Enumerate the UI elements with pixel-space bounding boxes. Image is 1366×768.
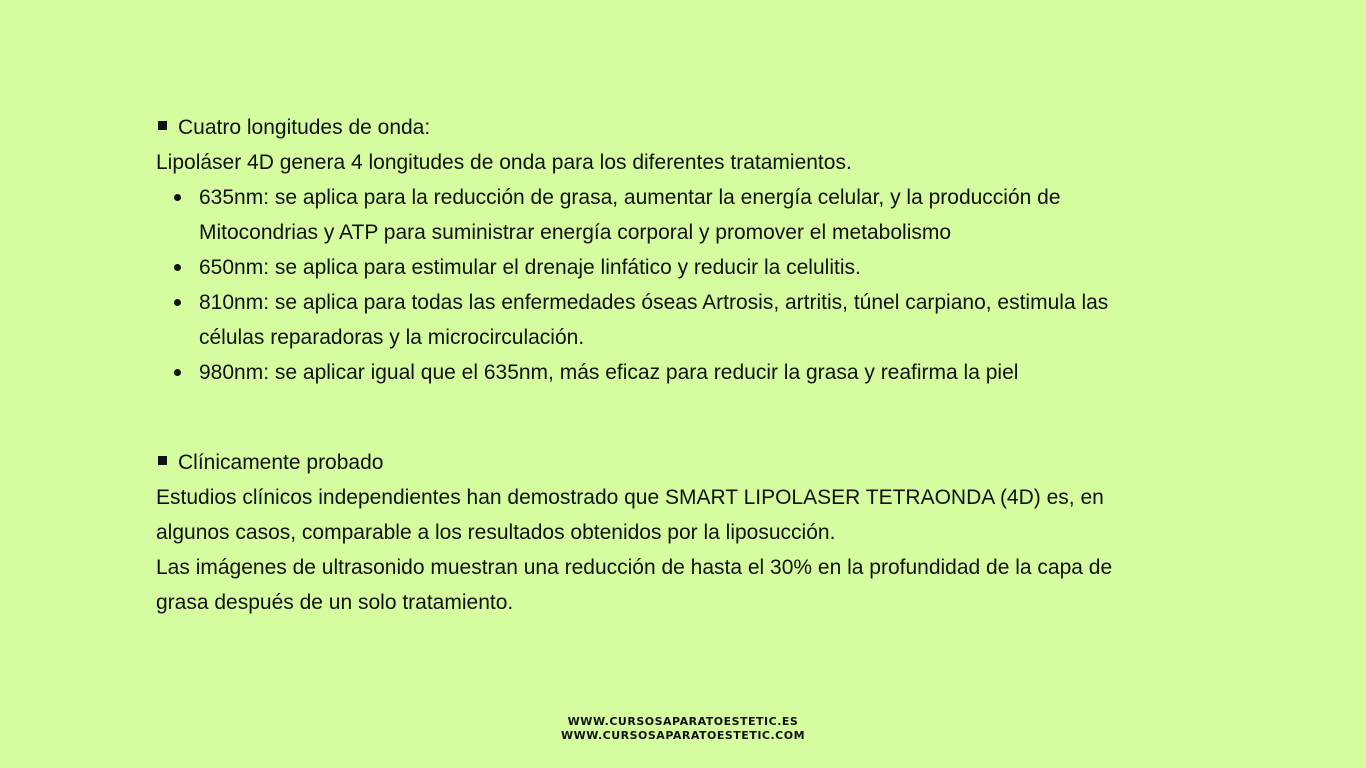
list-item-text: 635nm: se aplica para la reducción de grasa, aumentar la energía celular, y la producción de Mitocondrias y ATP para suministrar energía corporal y promover el metabolismo — [199, 186, 1061, 244]
footer-url-com: WWW.CURSOSAPARATOESTETIC.COM — [560, 729, 806, 742]
list-item-text: 980nm: se aplicar igual que el 635nm, más eficaz para reducir la grasa y reafirma la piel — [199, 361, 1019, 384]
list-item-text: 650nm: se aplica para estimular el drenaje linfático y reducir la celulitis. — [199, 256, 861, 279]
bullet-dot-icon — [174, 264, 181, 271]
footer — [0, 715, 1366, 743]
paragraph: Las imágenes de ultrasonido muestran una reducción de hasta el 30% en la profundidad de la capa de grasa después de un solo tratamiento. — [156, 556, 1113, 614]
list-item — [199, 285, 1166, 355]
list-item — [199, 250, 1166, 285]
list-item — [199, 180, 1166, 250]
slide-content — [156, 110, 1166, 620]
bullet-dot-icon — [174, 299, 181, 306]
section-heading — [156, 110, 1166, 145]
bullet-dot-icon — [174, 194, 181, 201]
wavelength-list — [156, 180, 1166, 390]
section-wavelengths — [156, 110, 1166, 390]
section-heading — [156, 445, 1166, 480]
paragraph: Estudios clínicos independientes han demostrado que SMART LIPOLASER TETRAONDA (4D) es, en algunos casos, comparable a los resultados obtenidos por la liposucción. — [156, 486, 1104, 544]
list-item-text: 810nm: se aplica para todas las enfermedades óseas Artrosis, artritis, túnel carpiano, estimula las células reparadoras y la microcirculación. — [199, 291, 1109, 349]
footer-url-es: WWW.CURSOSAPARATOESTETIC.ES — [567, 715, 799, 728]
intro-text: Lipoláser 4D genera 4 longitudes de onda para los diferentes tratamientos. — [156, 151, 852, 174]
section-clinically-proven — [156, 445, 1166, 620]
bullet-dot-icon — [174, 369, 181, 376]
square-bullet-icon — [158, 121, 167, 130]
list-item — [199, 355, 1166, 390]
heading-text: Cuatro longitudes de onda: — [178, 116, 431, 139]
square-bullet-icon — [158, 456, 167, 465]
heading-text: Clínicamente probado — [178, 451, 384, 474]
